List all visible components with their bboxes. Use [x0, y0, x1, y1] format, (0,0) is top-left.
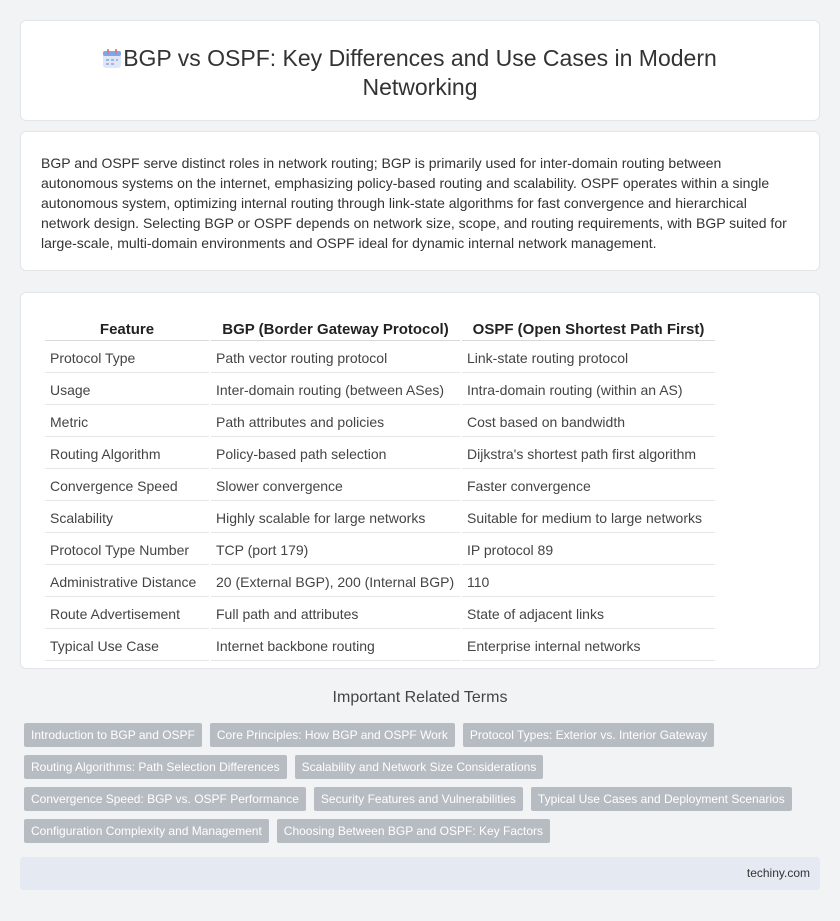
table-cell: Routing Algorithm [45, 439, 209, 469]
table-row [45, 567, 715, 597]
table-cell: Policy-based path selection [211, 439, 460, 469]
footer-site-link[interactable]: techiny.com [746, 866, 810, 880]
intro-paragraph: BGP and OSPF serve distinct roles in network routing; BGP is primarily used for inter-domain routing between autonomous systems on the internet, emphasizing policy-based routing and scalability. OSPF operates within a single autonomous system, optimizing internal routing through link-state algorithms for fast convergence and hierarchical network design. Selecting BGP or OSPF depends on network size, scope, and routing requirements, with BGP suited for large-scale, multi-domain environments and OSPF ideal for dynamic internal network management. [41, 155, 787, 251]
table-row [45, 439, 715, 469]
table-cell: Route Advertisement [45, 599, 209, 629]
related-term-tag[interactable]: Core Principles: How BGP and OSPF Work [210, 723, 455, 747]
title-card [20, 20, 820, 121]
tag-row [24, 819, 804, 843]
table-row [45, 599, 715, 629]
page-title: BGP vs OSPF: Key Differences and Use Cases in Modern Networking [123, 45, 717, 100]
related-term-tag[interactable]: Scalability and Network Size Considerations [295, 755, 544, 779]
table-header-bgp: BGP (Border Gateway Protocol) [211, 317, 460, 341]
tag-row [24, 755, 804, 779]
footer [20, 857, 820, 890]
table-cell: State of adjacent links [462, 599, 715, 629]
table-row [45, 535, 715, 565]
related-term-tag[interactable]: Introduction to BGP and OSPF [24, 723, 202, 747]
table-row [45, 375, 715, 405]
table-cell: Path vector routing protocol [211, 343, 460, 373]
table-cell: Protocol Type Number [45, 535, 209, 565]
related-term-tag[interactable]: Choosing Between BGP and OSPF: Key Factors [277, 819, 550, 843]
table-cell: Intra-domain routing (within an AS) [462, 375, 715, 405]
table-cell: Convergence Speed [45, 471, 209, 501]
table-cell: Cost based on bandwidth [462, 407, 715, 437]
table-cell: IP protocol 89 [462, 535, 715, 565]
table-cell: Dijkstra's shortest path first algorithm [462, 439, 715, 469]
table-cell: Full path and attributes [211, 599, 460, 629]
table-header-feature: Feature [45, 317, 209, 341]
table-cell: Administrative Distance [45, 567, 209, 597]
table-cell: Path attributes and policies [211, 407, 460, 437]
related-term-tag[interactable]: Security Features and Vulnerabilities [314, 787, 523, 811]
related-term-tag[interactable]: Protocol Types: Exterior vs. Interior Gateway [463, 723, 714, 747]
table-cell: Suitable for medium to large networks [462, 503, 715, 533]
table-cell: Scalability [45, 503, 209, 533]
related-term-tag[interactable]: Typical Use Cases and Deployment Scenarios [531, 787, 792, 811]
table-cell: Typical Use Case [45, 631, 209, 661]
table-cell: 20 (External BGP), 200 (Internal BGP) [211, 567, 460, 597]
table-header-ospf: OSPF (Open Shortest Path First) [462, 317, 715, 341]
table-row [45, 503, 715, 533]
table-cell: Highly scalable for large networks [211, 503, 460, 533]
related-term-tag[interactable]: Convergence Speed: BGP vs. OSPF Performance [24, 787, 306, 811]
related-term-tag[interactable]: Configuration Complexity and Management [24, 819, 269, 843]
table-cell: Protocol Type [45, 343, 209, 373]
comparison-table [43, 315, 717, 663]
comparison-card [20, 292, 820, 669]
related-terms-tags [24, 723, 804, 851]
table-cell: Link-state routing protocol [462, 343, 715, 373]
table-header-row [45, 317, 715, 341]
table-cell: Enterprise internal networks [462, 631, 715, 661]
related-term-tag[interactable]: Routing Algorithms: Path Selection Differences [24, 755, 287, 779]
table-row [45, 343, 715, 373]
table-cell: Internet backbone routing [211, 631, 460, 661]
table-row [45, 631, 715, 661]
table-cell: Inter-domain routing (between ASes) [211, 375, 460, 405]
table-row [45, 471, 715, 501]
table-cell: Usage [45, 375, 209, 405]
table-row [45, 407, 715, 437]
table-cell: Slower convergence [211, 471, 460, 501]
tag-row [24, 787, 804, 811]
related-terms-heading: Important Related Terms [332, 689, 508, 706]
table-cell: TCP (port 179) [211, 535, 460, 565]
table-cell: Faster convergence [462, 471, 715, 501]
table-cell: Metric [45, 407, 209, 437]
intro-card [20, 131, 820, 271]
tag-row [24, 723, 804, 747]
table-cell: 110 [462, 567, 715, 597]
